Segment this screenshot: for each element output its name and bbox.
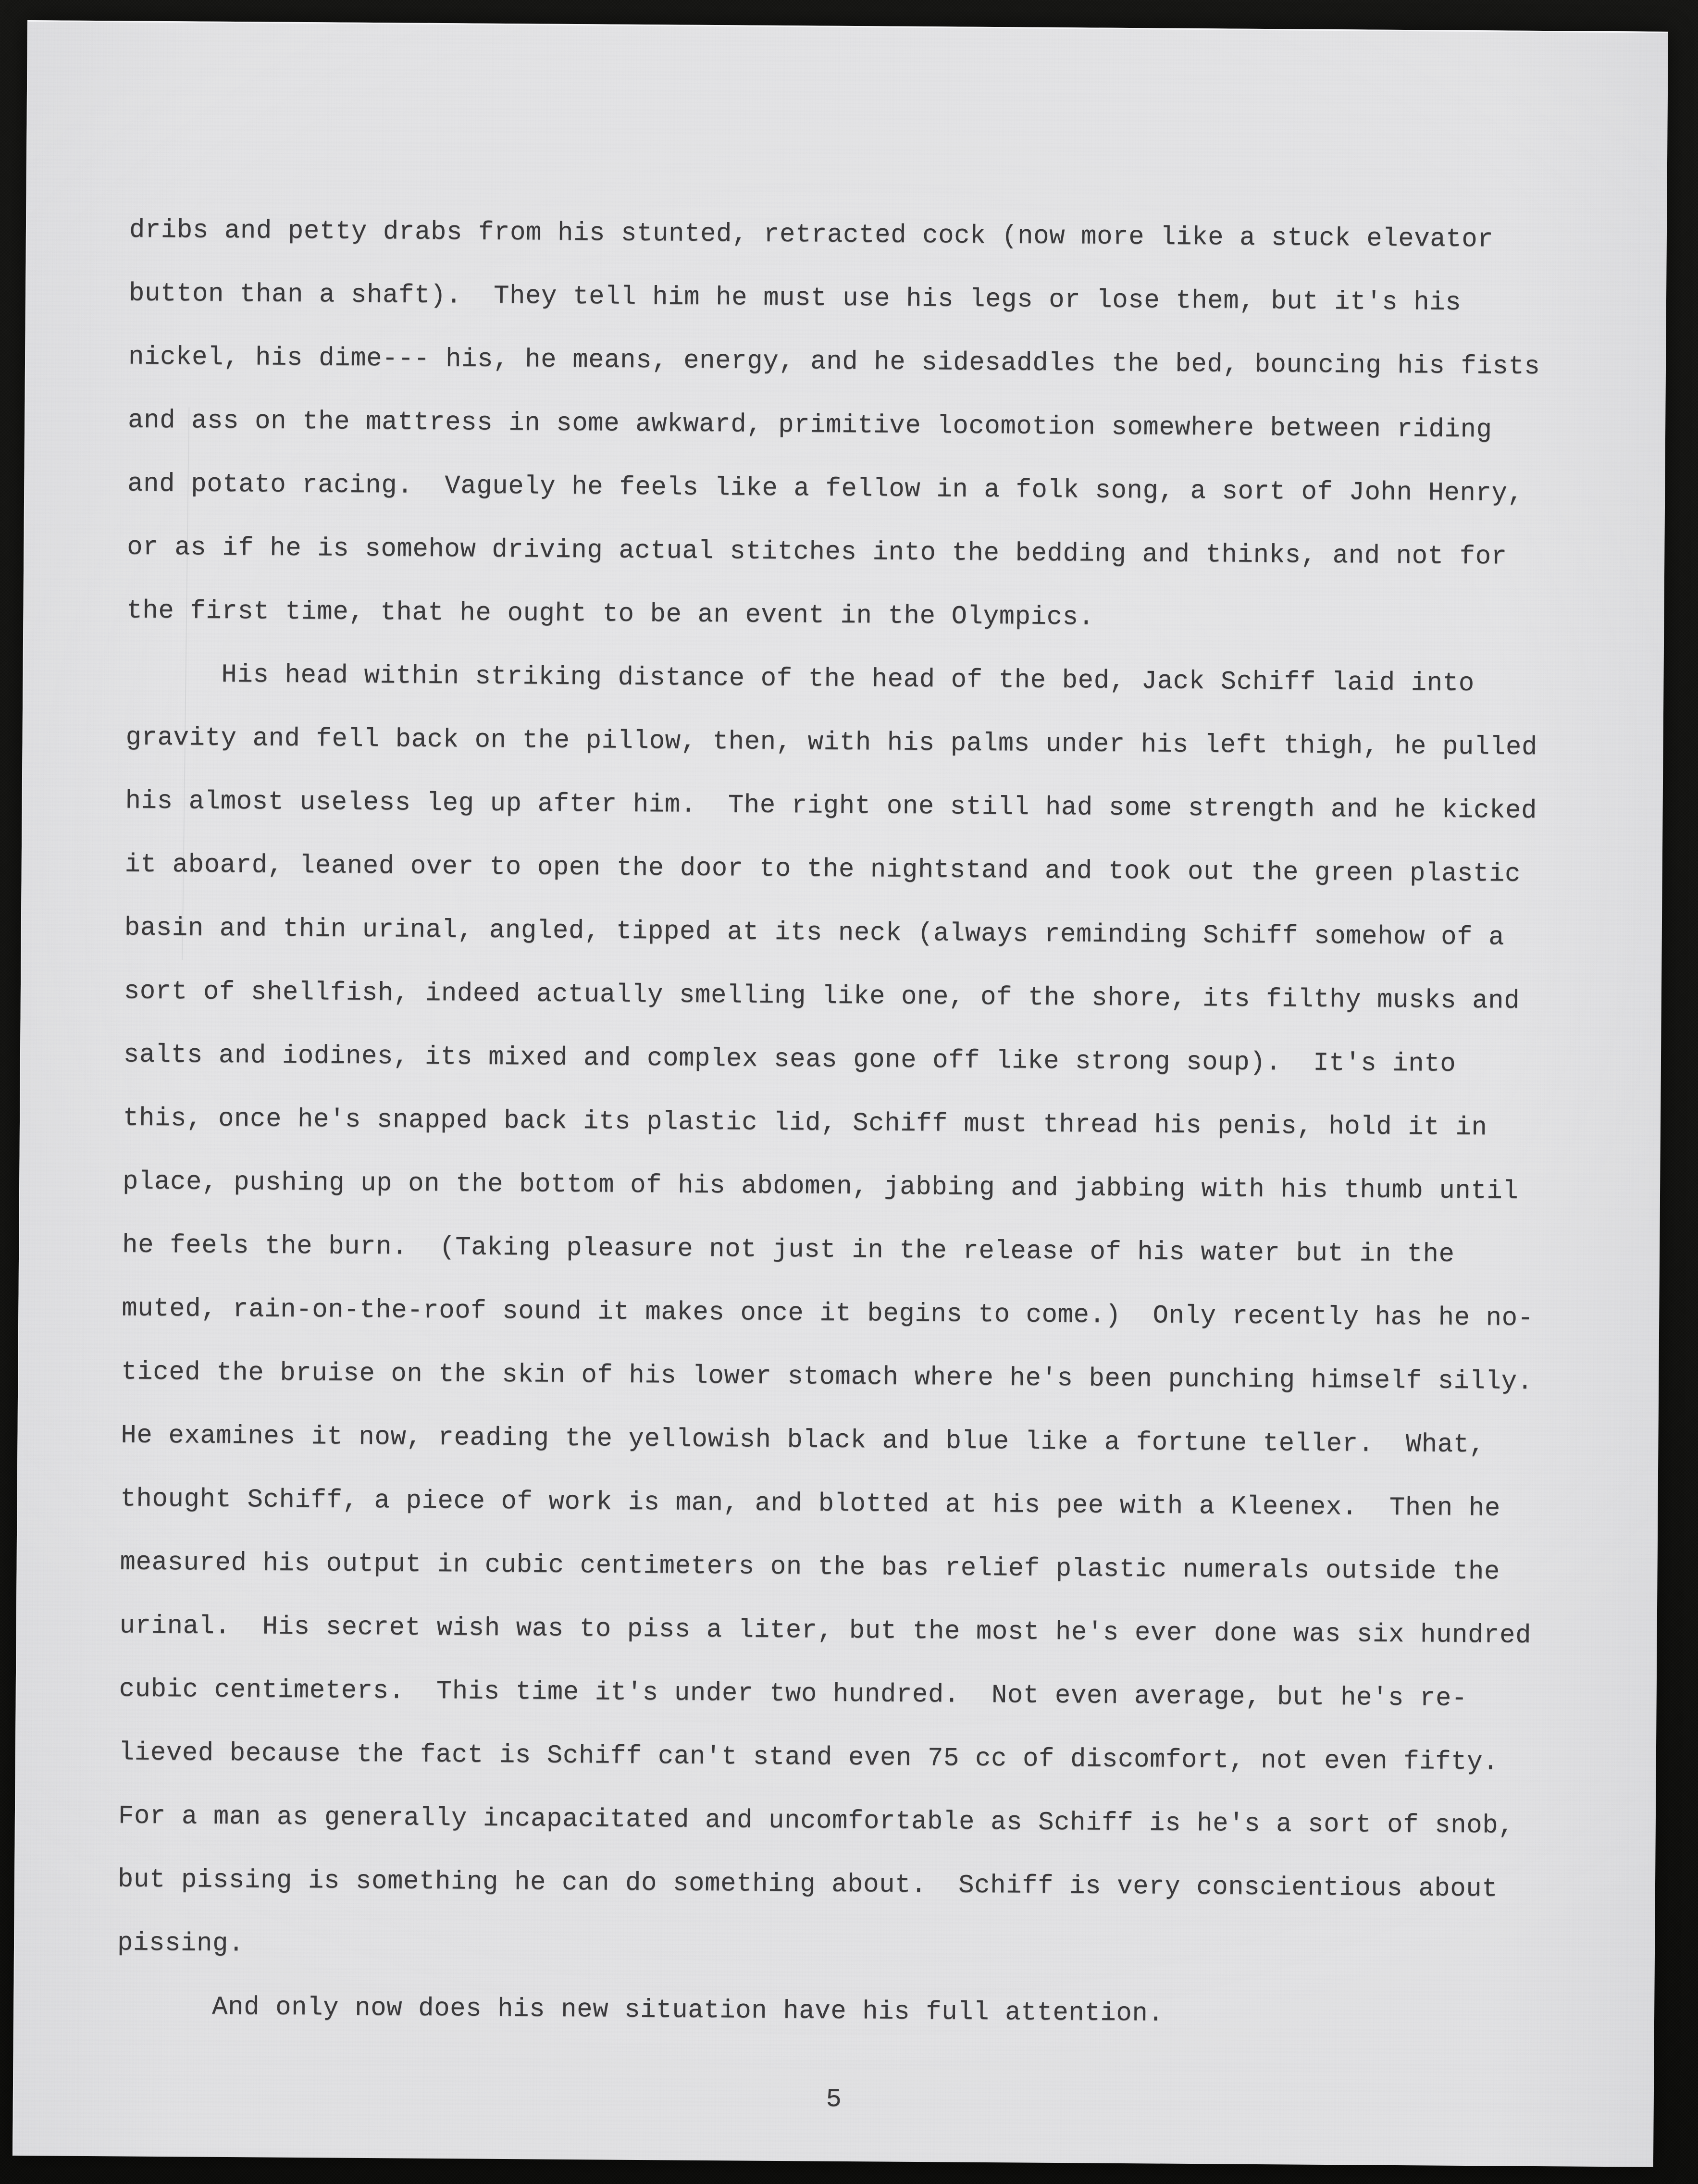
typed-line: muted, rain-on-the-roof sound it makes once it begins to come.) Only recently has he no- bbox=[122, 1294, 1534, 1333]
typed-line: or as if he is somehow driving actual stitches into the bedding and thinks, and not for bbox=[127, 533, 1507, 572]
page-number: 5 bbox=[826, 2085, 842, 2114]
typed-line: pissing. bbox=[117, 1928, 245, 1959]
typed-line: sort of shellfish, indeed actually smelling like one, of the shore, its filthy musks and bbox=[124, 977, 1520, 1016]
typed-line: his almost useless leg up after him. The right one still had some strength and he kicked bbox=[125, 786, 1537, 826]
typed-line: For a man as generally incapacitated and uncomfortable as Schiff is he's a sort of snob, bbox=[118, 1801, 1514, 1841]
typed-line: the first time, that he ought to be an event in the Olympics. bbox=[126, 596, 1094, 633]
typed-line: And only now does his new situation have his full attention. bbox=[116, 1992, 1164, 2029]
typed-line: this, once he's snapped back its plastic lid, Schiff must thread his penis, hold it in bbox=[123, 1104, 1487, 1143]
typed-line: thought Schiff, a piece of work is man, and blotted at his pee with a Kleenex. Then he bbox=[120, 1484, 1501, 1524]
typed-line: nickel, his dime--- his, he means, energy, and he sidesaddles the bed, bouncing his fists bbox=[128, 342, 1540, 382]
typed-line: lieved because the fact is Schiff can't stand even 75 cc of discomfort, not even fifty. bbox=[118, 1738, 1499, 1777]
typed-line: measured his output in cubic centimeters on the bas relief plastic numerals outside the bbox=[120, 1548, 1500, 1587]
typed-line: salts and iodines, its mixed and complex seas gone off like strong soup). It's into bbox=[123, 1040, 1456, 1079]
typed-line: and ass on the mattress in some awkward, primitive locomotion somewhere between riding bbox=[127, 406, 1492, 445]
typed-line: button than a shaft). They tell him he must use his legs or lose them, but it's his bbox=[128, 279, 1462, 318]
typed-line: he feels the burn. (Taking pleasure not just in the release of his water but in the bbox=[122, 1230, 1455, 1269]
typed-line: His head within striking distance of the head of the bed, Jack Schiff laid into bbox=[126, 659, 1475, 699]
typed-line: it aboard, leaned over to open the door to the nightstand and took out the green plastic bbox=[124, 850, 1521, 889]
typed-line: ticed the bruise on the skin of his lower stomach where he's been punching himself silly. bbox=[121, 1357, 1533, 1397]
typed-line: gravity and fell back on the pillow, then, with his palms under his left thigh, he pulled bbox=[125, 723, 1538, 762]
typed-line: cubic centimeters. This time it's under two hundred. Not even average, but he's re- bbox=[119, 1675, 1468, 1714]
typed-text-block bbox=[117, 199, 1600, 2048]
typed-line: place, pushing up on the bottom of his abdomen, jabbing and jabbing with his thumb until bbox=[122, 1167, 1519, 1206]
manuscript-page bbox=[12, 20, 1668, 2167]
typed-line: basin and thin urinal, angled, tipped at its neck (always reminding Schiff somehow of a bbox=[124, 913, 1505, 953]
typed-line: but pissing is something he can do something about. Schiff is very conscientious about bbox=[117, 1865, 1498, 1904]
typed-line: dribs and petty drabs from his stunted, retracted cock (now more like a stuck elevator bbox=[129, 215, 1494, 255]
typed-line: He examines it now, reading the yellowish black and blue like a fortune teller. What, bbox=[121, 1421, 1486, 1460]
typed-line: urinal. His secret wish was to piss a liter, but the most he's ever done was six hundred bbox=[119, 1611, 1532, 1650]
typed-line: and potato racing. Vaguely he feels like a fellow in a folk song, a sort of John Henry, bbox=[127, 469, 1524, 509]
